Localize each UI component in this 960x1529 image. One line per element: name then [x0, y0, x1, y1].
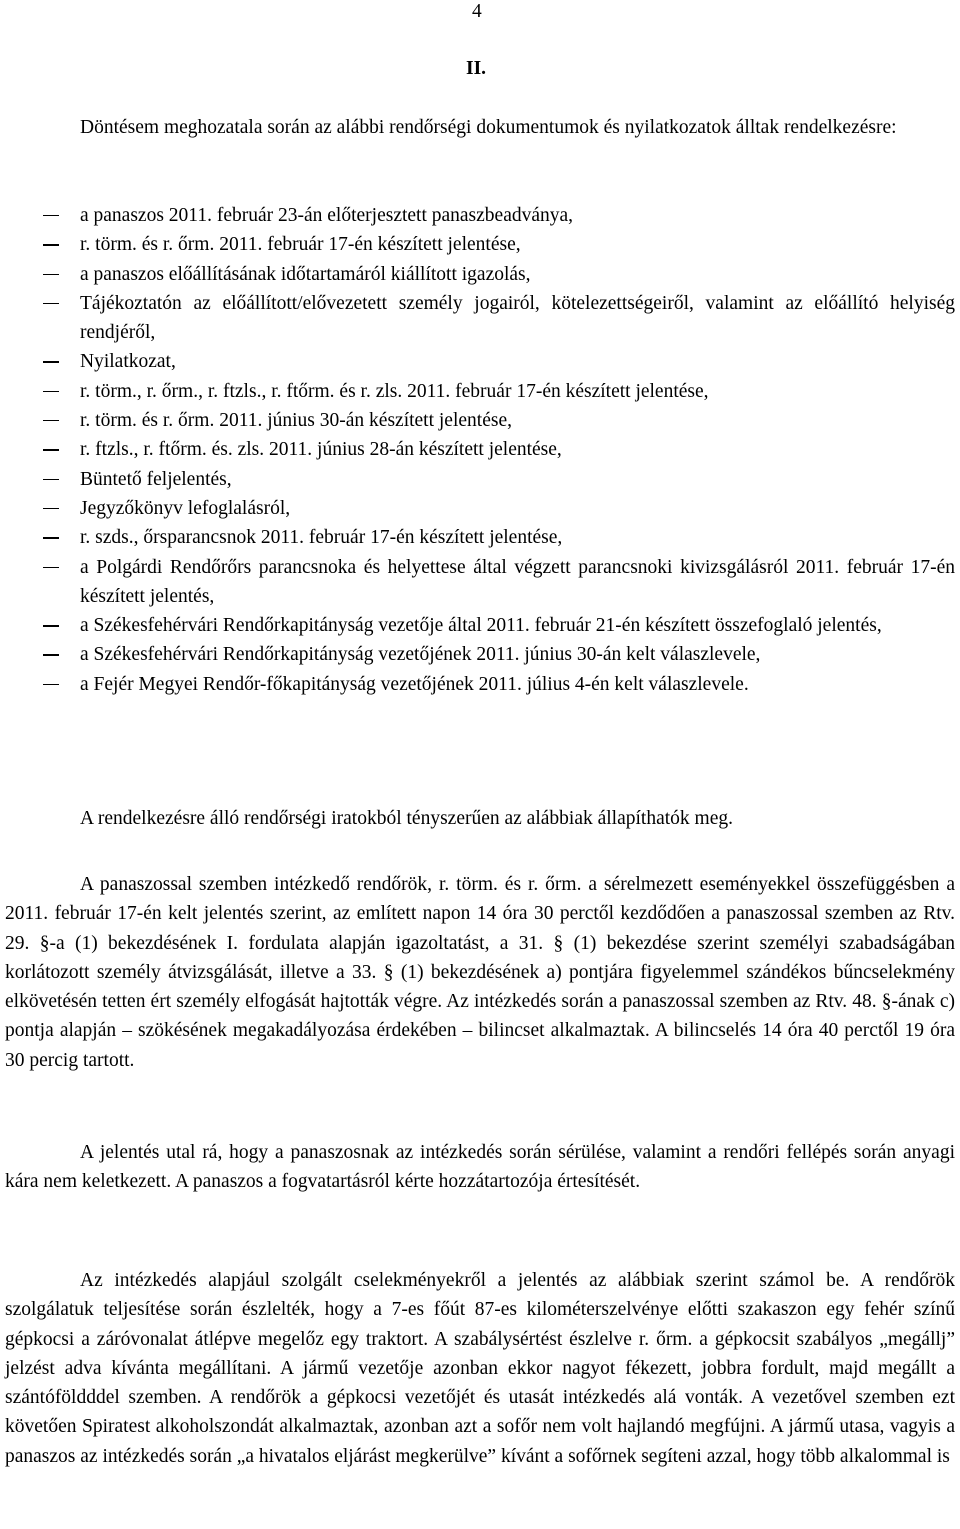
dash-bullet: [43, 361, 59, 362]
list-item: Jegyzőkönyv lefoglalásról,: [5, 494, 955, 523]
list-item: a Polgárdi Rendőrőrs parancsnoka és helyettese által végzett parancsnoki kivizsgálásról 2011. február 17-én készített jelentés,: [5, 553, 955, 612]
list-item: a Székesfehérvári Rendőrkapitányság vezetője által 2011. február 21-én készített összefoglaló jelentés,: [5, 611, 955, 640]
list-item: r. törm. és r. őrm. 2011. június 30-án készített jelentése,: [5, 406, 955, 435]
incident-paragraph: Az intézkedés alapjául szolgált cselekményekről a jelentés az alábbiak szerint számol be. A rendőrök szolgálatuk teljesítése során észlelték, hogy a 7-es főút 87-es kilométerszelvénye előtti szakaszon egy fehér színű gépkocsi a záróvonalat átlépve megelőz egy traktort. A szabálysértést észlelve r. őrm. a gépkocsit szabályos „megállj” jelzést adva kívánta megállítani. A jármű vezetője azonban ekkor nagyot fékezett, jobbra fordult, majd megállt a szántóföldddel szemben. A rendőrök a gépkocsi vezetőjét és utasát intézkedés alá vonták. A vezetővel szemben ezt követően Spiratest alkoholszondát alkalmaztak, azonban azt a sofőr nem volt hajlandó megfújni. A jármű utasa, vagyis a panaszos az intézkedés során „a hivatalos eljárást megkerülve” kívánt a sofőrnek segíteni azzal, hogy több alkalommal is: [5, 1270, 955, 1467]
dash-bullet: [43, 479, 59, 480]
document-list: [5, 201, 955, 699]
dash-bullet: [43, 684, 59, 685]
dash-bullet: [43, 303, 59, 304]
dash-bullet: [43, 274, 59, 275]
dash-bullet: [43, 391, 59, 392]
dash-bullet: [43, 567, 59, 568]
section-heading: II.: [466, 58, 487, 79]
list-item: Tájékoztatón az előállított/elővezetett személy jogairól, kötelezettségeiről, valamint az előállító helyiség rendjéről,: [5, 289, 955, 348]
list-item: a Fejér Megyei Rendőr-főkapitányság vezetőjének 2011. július 4-én kelt válaszlevele.: [5, 670, 955, 699]
dash-bullet: [43, 537, 59, 538]
dash-bullet: [43, 449, 59, 450]
dash-bullet: [43, 420, 59, 421]
list-item: Büntető feljelentés,: [5, 465, 955, 494]
list-item: Nyilatkozat,: [5, 347, 955, 376]
dash-bullet: [43, 215, 59, 216]
list-item: r. törm. és r. őrm. 2011. február 17-én készített jelentése,: [5, 230, 955, 259]
list-item: r. szds., őrsparancsnok 2011. február 17-én készített jelentése,: [5, 523, 955, 552]
dash-bullet: [43, 508, 59, 509]
dash-bullet: [43, 625, 59, 626]
intro-paragraph: Döntésem meghozatala során az alábbi rendőrségi dokumentumok és nyilatkozatok álltak rendelkezésre:: [80, 117, 897, 138]
measures-paragraph: A panaszossal szemben intézkedő rendőrök, r. törm. és r. őrm. a sérelmezett eseményekkel összefüggésben a 2011. február 17-én kelt jelentés szerint, az említett napon 14 óra 30 perctől kezdődően a panaszossal szemben az Rtv. 29. §-a (1) bekezdésének I. fordulata alapján igazoltatást, a 31. § (1) bekezdése szerint személyi szabadságában korlátozott személy átvizsgálását, illetve a 33. § (1) bekezdésének a) pontjára figyelemmel szándékos bűncselekmény elkövetésén tetten ért személy elfogását hajtották végre. Az intézkedés során a panaszossal szemben az Rtv. 48. §-ának c) pontja alapján – szökésének megakadályozása érdekében – bilincset alkalmaztak. A bilincselés 14 óra 40 perctől 19 óra 30 percig tartott.: [5, 874, 955, 1071]
list-item: a panaszos előállításának időtartamáról kiállított igazolás,: [5, 260, 955, 289]
list-item: a panaszos 2011. február 23-án előterjesztett panaszbeadványa,: [5, 201, 955, 230]
findings-intro-paragraph: A rendelkezésre álló rendőrségi iratokból tényszerűen az alábbiak állapíthatók meg.: [80, 808, 733, 829]
report-paragraph: A jelentés utal rá, hogy a panaszosnak az intézkedés során sérülése, valamint a rendőri fellépés során anyagi kára nem keletkezett. A panaszos a fogvatartásról kérte hozzátartozója értesítését.: [5, 1142, 955, 1193]
dash-bullet: [43, 244, 59, 245]
list-item: r. törm., r. őrm., r. ftzls., r. ftőrm. és r. zls. 2011. február 17-én készített jelentése,: [5, 377, 955, 406]
list-item: r. ftzls., r. ftőrm. és. zls. 2011. június 28-án készített jelentése,: [5, 435, 955, 464]
dash-bullet: [43, 654, 59, 655]
list-item: a Székesfehérvári Rendőrkapitányság vezetőjének 2011. június 30-án kelt válaszlevele,: [5, 640, 955, 669]
page-number: 4: [472, 1, 482, 22]
